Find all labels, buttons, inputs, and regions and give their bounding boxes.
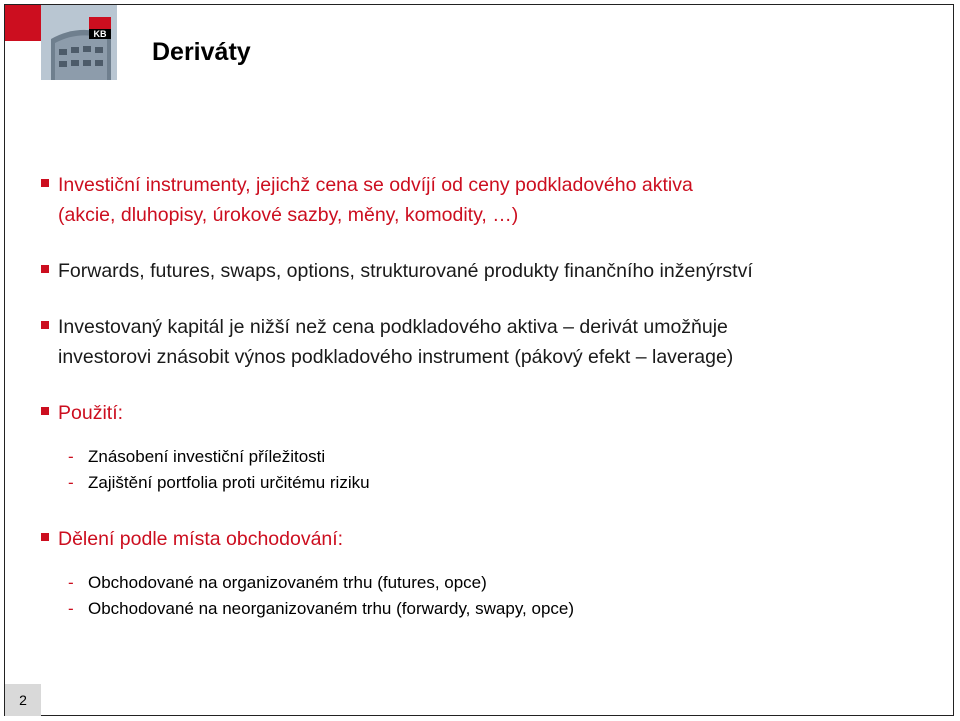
list-item [40,596,920,622]
slide-content [40,170,920,622]
list-item [40,444,920,470]
bullet-text: investorovi znásobit výnos podkladového instrument (pákový efekt – laverage) [58,346,734,368]
page-title: Deriváty [152,38,251,66]
building-icon [41,5,117,80]
kb-building-logo [41,5,117,80]
list-item [40,470,920,496]
logo-text: KB [93,29,107,39]
page-number: 2 [5,684,41,716]
dash-marker: - [68,473,74,492]
list-item-text: Zajištění portfolia proti určitému riziku [88,473,370,492]
bullet-text: Použití: [58,402,124,424]
bullet-usage [40,398,920,428]
list-item-text: Znásobení investiční příležitosti [88,447,326,466]
bullet-text: Forwards, futures, swaps, options, strukturované produkty finančního inženýrství [58,260,753,282]
bullet-text: Investiční instrumenty, jejichž cena se odvíjí od ceny podkladového aktiva [58,174,693,196]
list-item-text: Obchodované na organizovaném trhu (futures, opce) [88,573,487,592]
trading-list [40,570,920,622]
bullet-instruments [40,256,920,286]
bullet-text: Investovaný kapitál je nižší než cena podkladového aktiva – derivát umožňuje [58,316,728,338]
list-item-text: Obchodované na neorganizovaném trhu (forwardy, swapy, opce) [88,599,575,618]
bullet-text: (akcie, dluhopisy, úrokové sazby, měny, komodity, …) [58,204,519,226]
bullet-leverage [40,312,920,372]
bullet-definition [40,170,920,230]
bullet-text: Dělení podle místa obchodování: [58,528,344,550]
brand-red-square [5,5,41,41]
usage-list [40,444,920,496]
dash-marker: - [68,599,74,618]
dash-marker: - [68,573,74,592]
bullet-trading-division [40,524,920,554]
dash-marker: - [68,447,74,466]
list-item [40,570,920,596]
